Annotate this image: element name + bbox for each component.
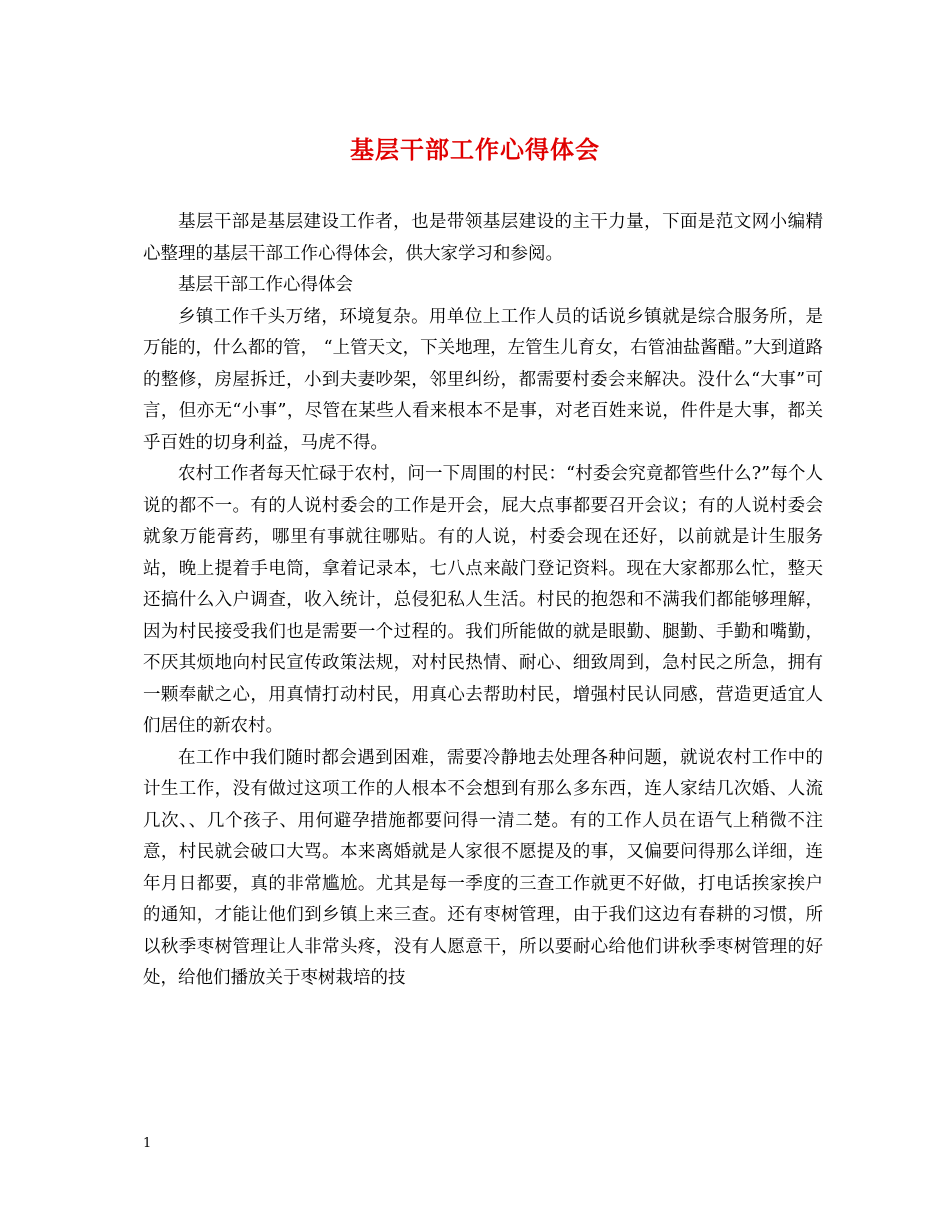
paragraph-difficulties: 在工作中我们随时都会遇到困难，需要冷静地去处理各种问题，就说农村工作中的计生工作，没有做过这项工作的人根本不会想到有那么多东西，连人家结几次婚、人流几次、、几个孩子、用何避孕措施都要问得一清二楚。有的工作人员在语气上稍微不注意，村民就会破口大骂。本来离婚就是人家很不愿提及的事，又偏要问得那么详细，连年月日都要，真的非常尴尬。尤其是每一季度的三查工作就更不好做，打电话挨家挨户的通知，才能让他们到乡镇上来三查。还有枣树管理，由于我们这边有春耕的习惯，所以秋季枣树管理让人非常头疼，没有人愿意干，所以要耐心给他们讲秋季枣树管理的好处，给他们播放关于枣树栽培的技 [143,747,823,988]
paragraph-intro: 基层干部是基层建设工作者，也是带领基层建设的主干力量，下面是范文网小编精心整理的基层干部工作心得体会，供大家学习和参阅。 [143,212,823,264]
paragraph-subtitle: 基层干部工作心得体会 [178,275,353,295]
document-title: 基层干部工作心得体会 [350,135,600,164]
document-body [143,207,823,995]
paragraph-village-committee: 农村工作者每天忙碌于农村，问一下周围的村民：“村委会究竟都管些什么?”每个人说的都不一。有的人说村委会的工作是开会，屁大点事都要召开会议；有的人说村委会就象万能膏药，哪里有事就往哪贴。有的人说，村委会现在还好，以前就是计生服务站，晚上提着手电筒，拿着记录本，七八点来敲门登记资料。现在大家都那么忙，整天还搞什么入户调查，收入统计，总侵犯私人生活。村民的抱怨和不满我们都能够理解，因为村民接受我们也是需要一个过程的。我们所能做的就是眼勤、腿勤、手勤和嘴勤，不厌其烦地向村民宣传政策法规，对村民热情、耐心、细致周到，急村民之所急，拥有一颗奉献之心，用真情打动村民，用真心去帮助村民，增强村民认同感，营造更适宜人们居住的新农村。 [143,464,823,736]
paragraph-township-work: 乡镇工作千头万绪，环境复杂。用单位上工作人员的话说乡镇就是综合服务所，是万能的，什么都的管， “上管天文，下关地理，左管生儿育女，右管油盐酱醋。”大到道路的整修，房屋拆迁，小到夫妻吵架，邻里纠纷，都需要村委会来解决。没什么“大事”可言，但亦无“小事”，尽管在某些人看来根本不是事，对老百姓来说，件件是大事，都关乎百姓的切身利益，马虎不得。 [143,306,823,453]
page-number: 1 [143,1136,152,1151]
